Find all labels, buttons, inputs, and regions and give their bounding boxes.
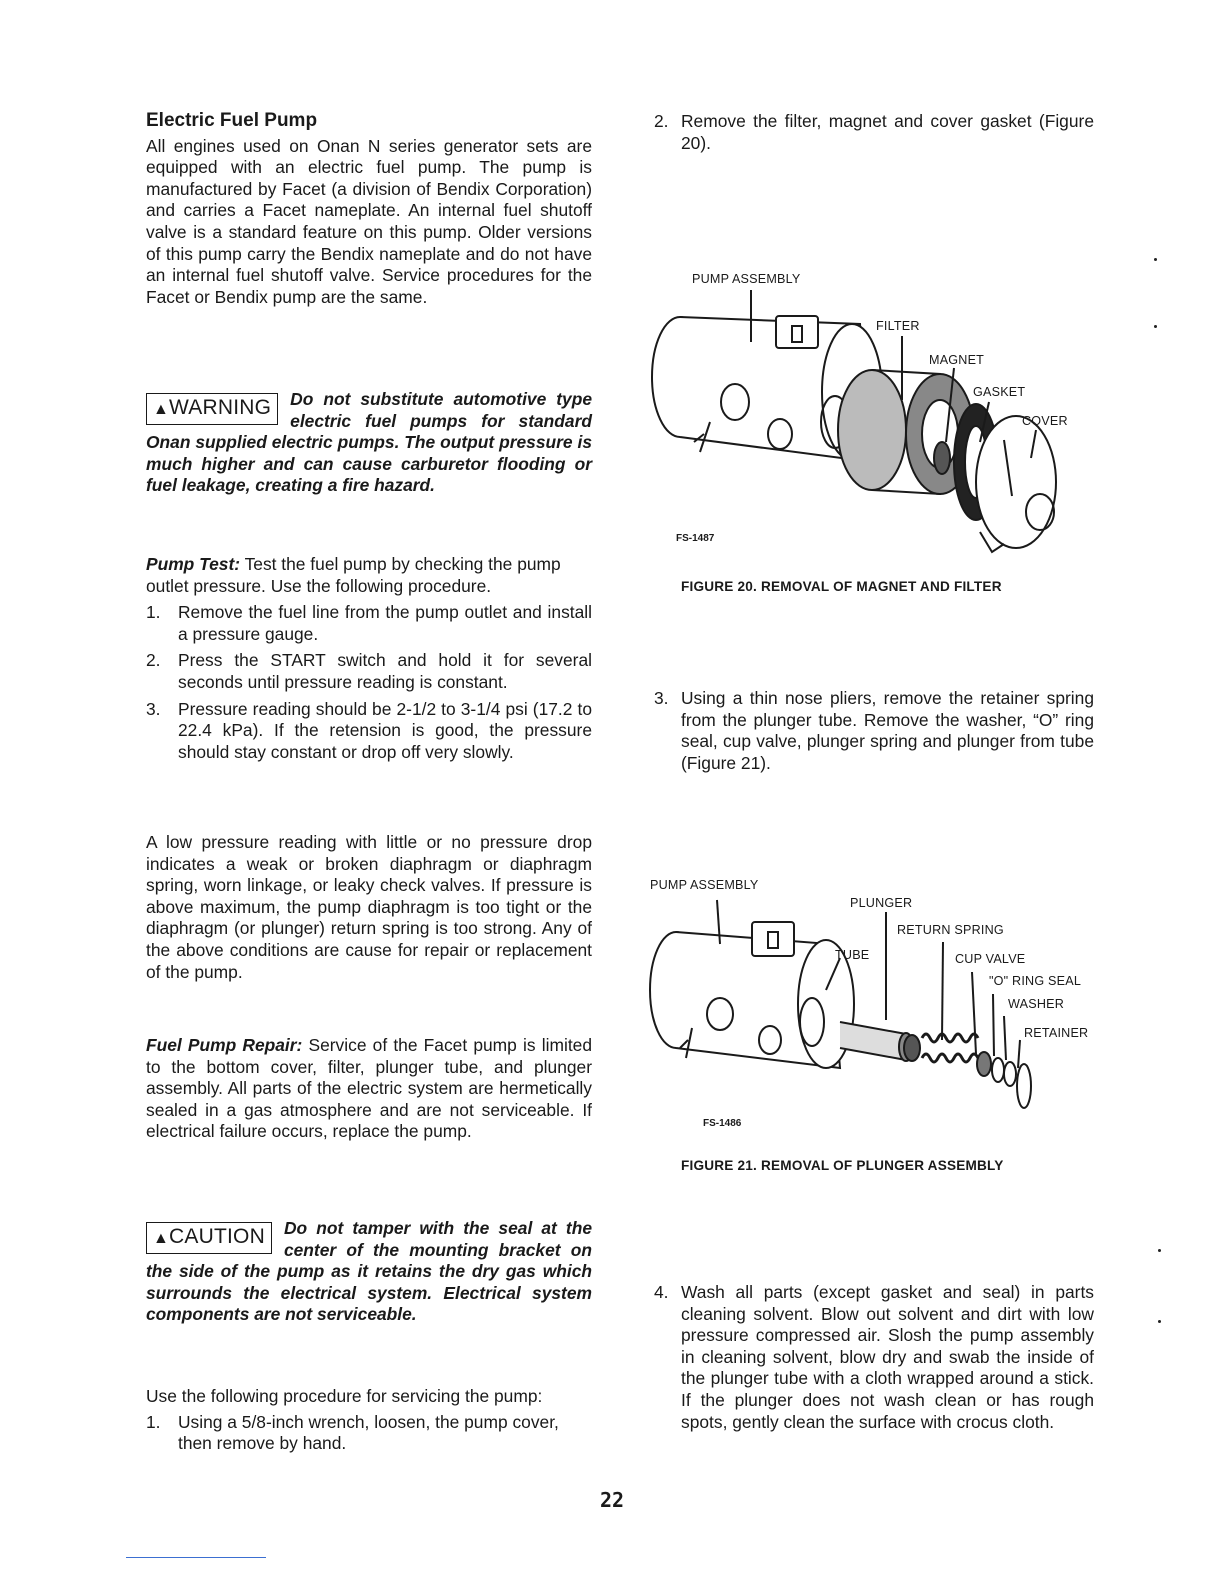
warning-text: Do not substitute automotive type electric fuel pumps for standard Onan supplied electric pumps. The output pressure is much higher and can cause carburetor flooding or fuel leakage, creating a fire hazard. xyxy=(146,389,592,496)
label-cover: COVER xyxy=(1022,414,1068,428)
page-number: 22 xyxy=(599,1488,625,1512)
procedure-step: 2. Remove the filter, magnet and cover gasket (Figure 20). xyxy=(654,111,1094,153)
figure-21-caption: FIGURE 21. REMOVAL OF PLUNGER ASSEMBLY xyxy=(681,1158,1004,1173)
scan-mark xyxy=(1158,1249,1161,1252)
intro-paragraph: All engines used on Onan N series generator sets are equipped with an electric fuel pump. The pump is manufactured by Facet (a division of Bendix Corporation) and carries a Facet nameplate. An internal fuel shutoff valve is a standard feature on this pump. Older versions of this pump carry the Bendix nameplate and do not have an internal fuel shutoff valve. Service procedures for the Facet or Bendix pump are the same. xyxy=(146,135,592,307)
procedure-section xyxy=(146,1386,592,1460)
procedure-step: 3. Using a thin nose pliers, remove the retainer spring from the plunger tube. Remove the washer, “O” ring seal, cup valve, plunger spring and plunger from tube (Figure 21). xyxy=(654,688,1094,773)
figure-code: FS-1486 xyxy=(703,1118,742,1129)
warning-triangle-icon: ▲ xyxy=(153,401,170,418)
label-return-spring: RETURN SPRING xyxy=(897,923,1004,937)
figure-20-caption: FIGURE 20. REMOVAL OF MAGNET AND FILTER xyxy=(681,579,1002,594)
procedure-step: 4. Wash all parts (except gasket and seal) in parts cleaning solvent. Blow out solvent and dirt with low pressure compressed air. Slosh the pump assembly in cleaning solvent, blow dry and swab the inside of the plunger tube with a cloth wrapped around a stick. If the plunger does not wash clean or has rough spots, gently clean the surface with crocus cloth. xyxy=(654,1282,1094,1432)
label-cup-valve: CUP VALVE xyxy=(955,952,1026,966)
label-magnet: MAGNET xyxy=(929,353,985,367)
figure-code: FS-1487 xyxy=(676,533,715,544)
label-pump-assembly: PUMP ASSEMBLY xyxy=(650,878,759,892)
procedure-step: 1. Using a 5/8-inch wrench, loosen, the pump cover, then remove by hand. xyxy=(146,1411,559,1454)
warning-notice xyxy=(146,389,592,497)
pump-test-step: 1. Remove the fuel line from the pump outlet and install a pressure gauge. xyxy=(146,602,592,644)
pump-test-step: 3. Pressure reading should be 2-1/2 to 3-1/4 psi (17.2 to 22.4 kPa). If the retension is good, the pressure should stay constant or drop off very slowly. xyxy=(146,698,592,762)
label-pump-assembly: PUMP ASSEMBLY xyxy=(692,272,801,286)
footer-rule xyxy=(126,1557,266,1558)
caution-label-box: ▲CAUTION xyxy=(146,1222,272,1254)
label-tube: TUBE xyxy=(835,948,870,962)
scan-mark xyxy=(1154,258,1157,261)
section-heading: Electric Fuel Pump xyxy=(146,110,318,131)
repair-lead: Fuel Pump Repair: xyxy=(146,1035,303,1055)
warning-label-box: ▲WARNING xyxy=(146,393,278,425)
pump-test-paragraph xyxy=(146,554,592,597)
caution-triangle-icon: ▲ xyxy=(153,1230,170,1247)
scan-mark xyxy=(1158,1320,1161,1323)
scan-mark xyxy=(1154,325,1157,328)
caution-text: Do not tamper with the seal at the center of the mounting bracket on the side of the pump as it retains the dry gas which surrounds the electrical system. Electrical system components are not serviceable. xyxy=(146,1218,592,1325)
pump-test-lead: Pump Test: xyxy=(146,554,241,574)
caution-notice xyxy=(146,1218,592,1326)
left-column xyxy=(146,110,592,308)
pump-test-step: 2. Press the START switch and hold it for several seconds until pressure reading is constant. xyxy=(146,650,592,692)
label-plunger: PLUNGER xyxy=(850,896,913,910)
label-retainer: RETAINER xyxy=(1024,1026,1089,1040)
label-gasket: GASKET xyxy=(973,385,1026,399)
pump-test-text: Test the fuel pump by checking the pump outlet pressure. Use the following procedure. xyxy=(146,554,561,596)
repair-text: Service of the Facet pump is limited to the bottom cover, filter, plunger tube, and plunger assembly. All parts of the electric system are hermetically sealed in a gas atmosphere and are not serviceable. If electrical failure occurs, replace the pump. xyxy=(146,1035,592,1142)
low-pressure-paragraph: A low pressure reading with little or no pressure drop indicates a weak or broken diaphragm or diaphragm spring, worn linkage, or leaky check valves. If pressure is above maximum, the pump diaphragm is too tight or the diaphragm (or plunger) return spring is too strong. Any of the above conditions are cause for repair or replacement of the pump. xyxy=(146,832,592,982)
label-washer: WASHER xyxy=(1008,997,1065,1011)
pump-test-section xyxy=(146,554,592,768)
label-filter: FILTER xyxy=(876,319,920,333)
figure-21 xyxy=(640,872,1100,1134)
fuel-pump-exploded-illustration xyxy=(640,262,1100,562)
label-o-ring-seal: "O" RING SEAL xyxy=(989,974,1082,988)
repair-paragraph xyxy=(146,1035,592,1143)
figure-20 xyxy=(640,262,1100,562)
procedure-intro: Use the following procedure for servicing the pump: xyxy=(146,1386,543,1406)
